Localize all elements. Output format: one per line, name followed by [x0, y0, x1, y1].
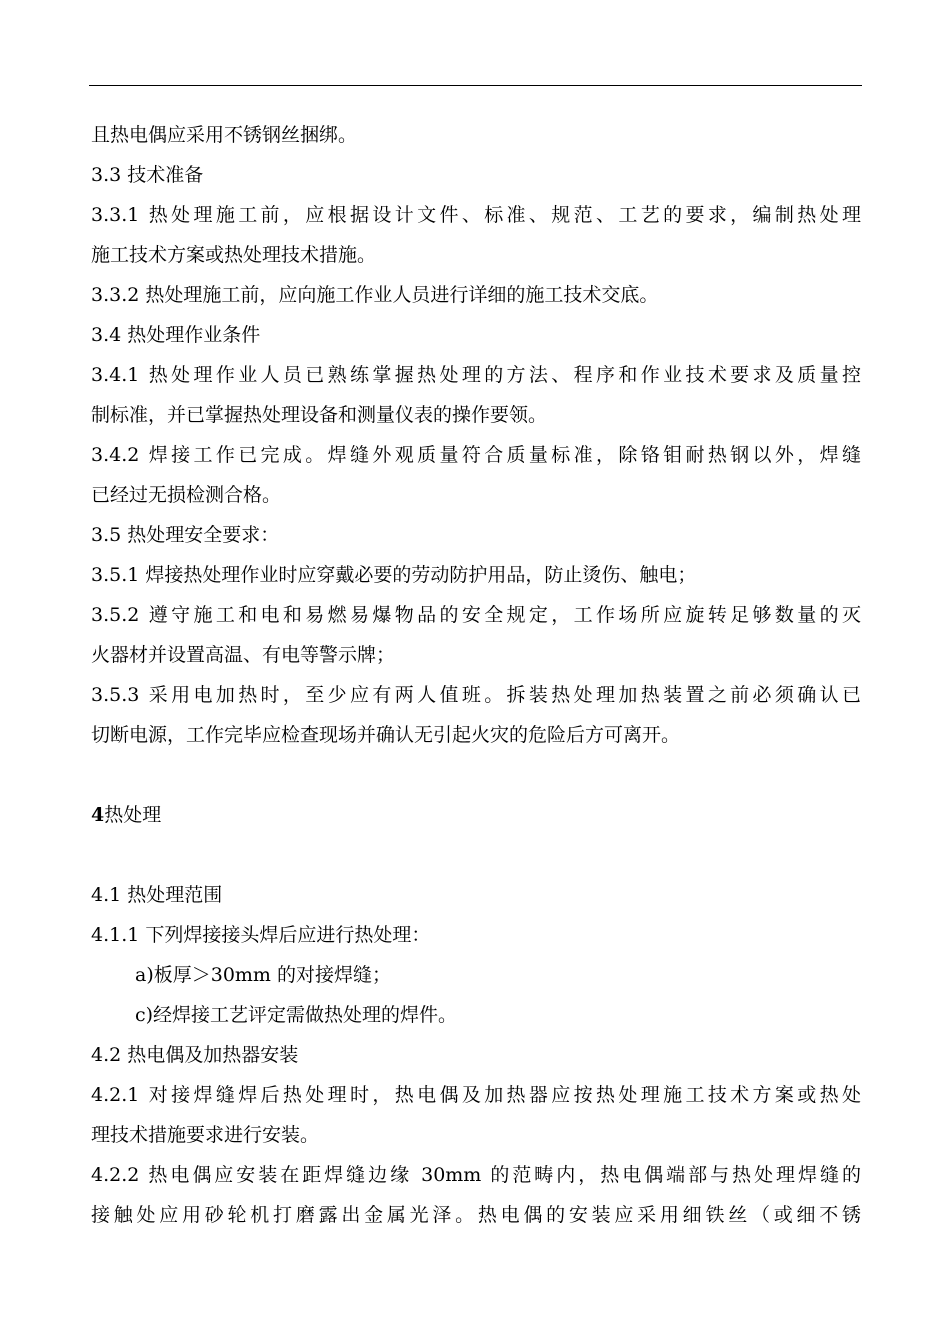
section-heading-3-3: 3.3 技术准备 [91, 164, 204, 186]
paragraph-line: 切断电源，工作完毕应检查现场并确认无引起火灾的危险后方可离开。 [91, 724, 681, 746]
paragraph-line: 接触处应用砂轮机打磨露出金属光泽。热电偶的安装应采用细铁丝（或细不锈 [91, 1204, 861, 1226]
section-heading-4-1: 4.1 热处理范围 [91, 884, 223, 906]
list-item: a)板厚＞30mm 的对接焊缝； [135, 964, 391, 986]
section-heading-3-5: 3.5 热处理安全要求： [91, 524, 280, 546]
section-heading-3-4: 3.4 热处理作业条件 [91, 324, 261, 346]
paragraph-line: 理技术措施要求进行安装。 [91, 1124, 320, 1146]
header-rule [89, 85, 862, 86]
paragraph-line: 火器材并设置高温、有电等警示牌； [91, 644, 396, 666]
document-body [91, 115, 861, 1235]
paragraph-line: 制标准，并已掌握热处理设备和测量仪表的操作要领。 [91, 404, 548, 426]
paragraph-line: 3.5.1 焊接热处理作业时应穿戴必要的劳动防护用品，防止烫伤、触电； [91, 564, 697, 586]
paragraph-line: 4.2.2 热电偶应安装在距焊缝边缘 30mm 的范畴内，热电偶端部与热处理焊缝的 [91, 1164, 861, 1186]
paragraph-line: 3.4.1 热处理作业人员已熟练掌握热处理的方法、程序和作业技术要求及质量控 [91, 364, 861, 386]
list-item: c)经焊接工艺评定需做热处理的焊件。 [135, 1004, 458, 1026]
chapter-number: 4 [91, 804, 105, 826]
paragraph-line: 3.3.2 热处理施工前，应向施工作业人员进行详细的施工技术交底。 [91, 284, 659, 306]
paragraph-line: 3.5.3 采用电加热时，至少应有两人值班。拆装热处理加热装置之前必须确认已 [91, 684, 861, 706]
paragraph-line: 且热电偶应采用不锈钢丝捆绑。 [91, 124, 358, 146]
spacer [91, 755, 861, 795]
paragraph-line: 3.4.2 焊接工作已完成。焊缝外观质量符合质量标准，除铬钼耐热钢以外，焊缝 [91, 444, 861, 466]
paragraph-line: 施工技术方案或热处理技术措施。 [91, 244, 377, 266]
paragraph-line: 4.1.1 下列焊接接头焊后应进行热处理： [91, 924, 431, 946]
chapter-heading [91, 795, 861, 835]
paragraph-line: 3.5.2 遵守施工和电和易燃易爆物品的安全规定，工作场所应旋转足够数量的灭 [91, 604, 861, 626]
spacer [91, 835, 861, 875]
paragraph-line: 3.3.1 热处理施工前，应根据设计文件、标准、规范、工艺的要求，编制热处理 [91, 204, 861, 226]
paragraph-line: 4.2.1 对接焊缝焊后热处理时，热电偶及加热器应按热处理施工技术方案或热处 [91, 1084, 861, 1106]
paragraph-line: 已经过无损检测合格。 [91, 484, 282, 506]
section-heading-4-2: 4.2 热电偶及加热器安装 [91, 1044, 299, 1066]
chapter-title: 热处理 [104, 804, 162, 826]
